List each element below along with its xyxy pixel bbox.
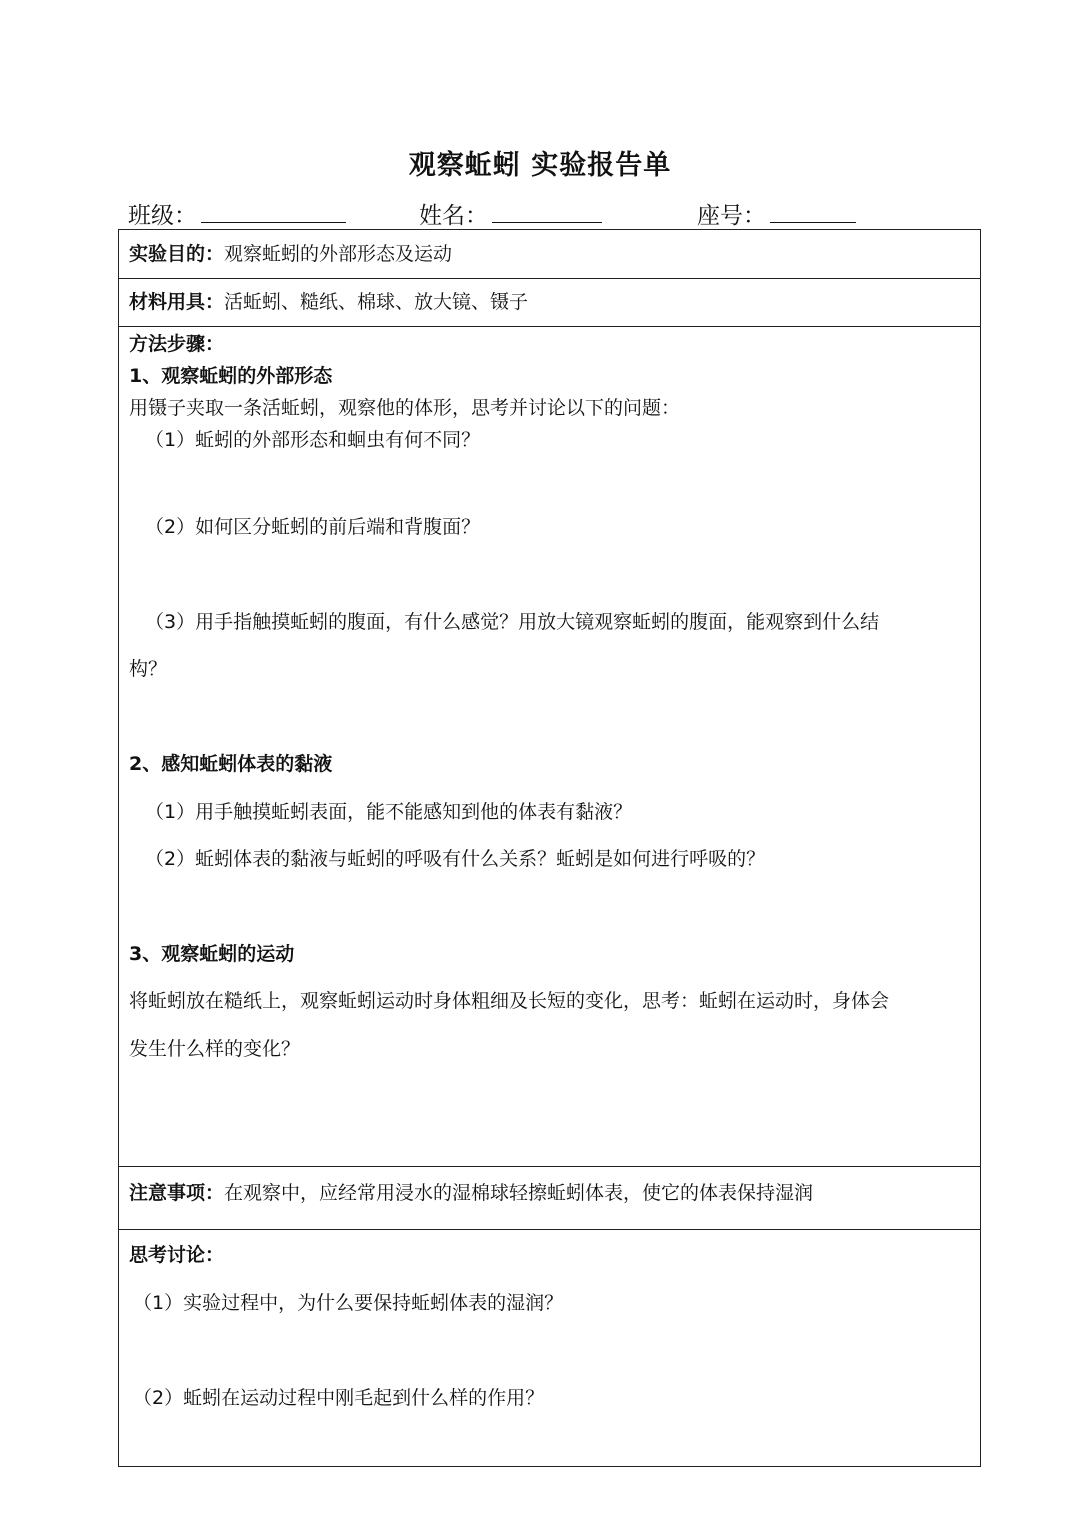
name-label: 姓名： — [419, 203, 488, 229]
class-blank[interactable] — [201, 198, 346, 223]
materials-colon: ： — [205, 291, 225, 313]
report-table — [118, 229, 981, 1467]
notes-colon: ： — [205, 1182, 225, 1204]
row-divider — [119, 326, 980, 327]
discussion-question-2: （2）蚯蚓在运动过程中刚毛起到什么样的作用？ — [133, 1387, 545, 1409]
step1-heading: 1、观察蚯蚓的外部形态 — [129, 365, 333, 387]
method-heading: 方法步骤： — [129, 333, 225, 355]
page-title: 观察蚯蚓 实验报告单 — [408, 150, 672, 181]
step1-question-3-line2: 构？ — [129, 658, 168, 680]
name-field — [419, 197, 602, 230]
purpose-label: 实验目的 — [129, 243, 206, 265]
step2-question-2: （2）蚯蚓体表的黏液与蚯蚓的呼吸有什么关系？蚯蚓是如何进行呼吸的？ — [145, 848, 766, 870]
row-divider — [119, 1166, 980, 1167]
discussion-question-1: （1）实验过程中，为什么要保持蚯蚓体表的湿润？ — [133, 1292, 564, 1314]
row-divider — [119, 1229, 980, 1230]
purpose-text: 观察蚯蚓的外部形态及运动 — [224, 243, 453, 265]
step3-line-1: 将蚯蚓放在糙纸上，观察蚯蚓运动时身体粗细及长短的变化，思考：蚯蚓在运动时，身体会 — [129, 990, 890, 1012]
row-divider — [119, 278, 980, 279]
purpose-colon: ： — [205, 243, 225, 265]
materials-row — [129, 291, 528, 314]
step1-intro: 用镊子夹取一条活蚯蚓，观察他的体形，思考并讨论以下的问题： — [129, 397, 681, 419]
step3-heading: 3、观察蚯蚓的运动 — [129, 943, 295, 965]
seat-field — [697, 197, 856, 230]
discussion-heading: 思考讨论： — [129, 1244, 225, 1266]
step1-question-1: （1）蚯蚓的外部形态和蛔虫有何不同？ — [145, 429, 481, 451]
name-blank[interactable] — [492, 198, 602, 223]
step2-heading: 2、感知蚯蚓体表的黏液 — [129, 753, 333, 775]
materials-text: 活蚯蚓、糙纸、棉球、放大镜、镊子 — [224, 291, 529, 313]
purpose-row — [129, 243, 452, 266]
step2-question-1: （1）用手触摸蚯蚓表面，能不能感知到他的体表有黏液？ — [145, 801, 633, 823]
seat-label: 座号： — [697, 203, 766, 229]
notes-row — [129, 1182, 813, 1205]
materials-label: 材料用具 — [129, 291, 206, 313]
class-field — [128, 197, 346, 230]
step1-question-3-line1: （3）用手指触摸蚯蚓的腹面，有什么感觉？用放大镜观察蚯蚓的腹面，能观察到什么结 — [145, 611, 880, 633]
notes-text: 在观察中，应经常用浸水的湿棉球轻擦蚯蚓体表，使它的体表保持湿润 — [224, 1182, 814, 1204]
notes-label: 注意事项 — [129, 1182, 206, 1204]
step1-question-2: （2）如何区分蚯蚓的前后端和背腹面？ — [145, 516, 481, 538]
step3-line-2: 发生什么样的变化？ — [129, 1038, 301, 1060]
seat-blank[interactable] — [770, 198, 856, 223]
class-label: 班级： — [128, 203, 197, 229]
